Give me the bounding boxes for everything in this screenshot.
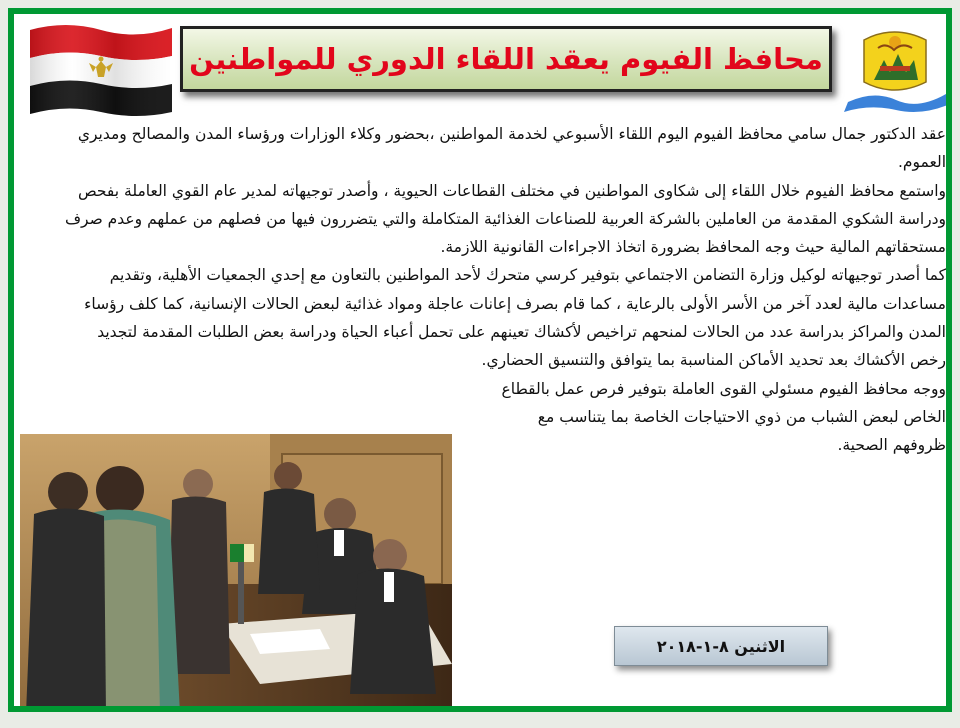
article-body bbox=[60, 120, 946, 460]
paragraph: واستمع محافظ الفيوم خلال اللقاء إلى شكاوى المواطنين في مختلف القطاعات الحيوية ، وأصدر توجيهاته لمدير عام القوي العاملة بفحص ودراسة الشكوي المقدمة من العاملين بالشركة العربية للصناعات الغذائية المتكاملة والتي يتضررون فيها من فصلهم من عملهم وعدم صرف مستحقاتهم المالية حيث وجه المحافظ بضرورة اتخاذ الاجراءات القانونية اللازمة. bbox=[64, 181, 946, 257]
date-label: الاثنين ٨-١-٢٠١٨ bbox=[656, 636, 786, 656]
paragraph: عقد الدكتور جمال سامي محافظ الفيوم اليوم اللقاء الأسبوعي لخدمة المواطنين ،بحضور وكلاء الوزارات ورؤساء المدن والمصالح ومديري العموم. bbox=[77, 125, 946, 172]
egypt-flag-icon bbox=[26, 20, 176, 120]
fayoum-emblem-icon bbox=[834, 20, 952, 120]
paragraph: كما أصدر توجيهاته لوكيل وزارة التضامن الاجتماعي بتوفير كرسي متحرك لأحد المواطنين بالتعاون مع إحدي الجمعيات الأهلية، وتقديم مساعدات مالية لعدد آخر من الأسر الأولى بالرعاية ، كما قام بصرف إعانات عاجلة ومواد غذائية لبعض الحالات الإنسانية، كما كلف رؤساء المدن والمراكز بدراسة عدد من الحالات لمنحهم تراخيص لأكشاك تعينهم على تحمل أعباء الحياة ودراسة بعض الطلبات المقدمة لتجديد رخص الأكشاك بعد تحديد الأماكن المناسبة بما يتوافق والتنسيق الحضاري. bbox=[84, 266, 946, 370]
meeting-photo bbox=[20, 434, 452, 712]
date-badge bbox=[614, 626, 828, 666]
slide bbox=[8, 8, 952, 712]
paragraph: ووجه محافظ الفيوم مسئولي القوى العاملة بتوفير فرص عمل بالقطاع الخاص لبعض الشباب من ذوي الاحتياجات الخاصة بما يتناسب مع ظروفهم الصحية. bbox=[501, 379, 946, 455]
title-banner bbox=[180, 26, 832, 92]
page-title: محافظ الفيوم يعقد اللقاء الدوري للمواطنين bbox=[189, 42, 823, 76]
